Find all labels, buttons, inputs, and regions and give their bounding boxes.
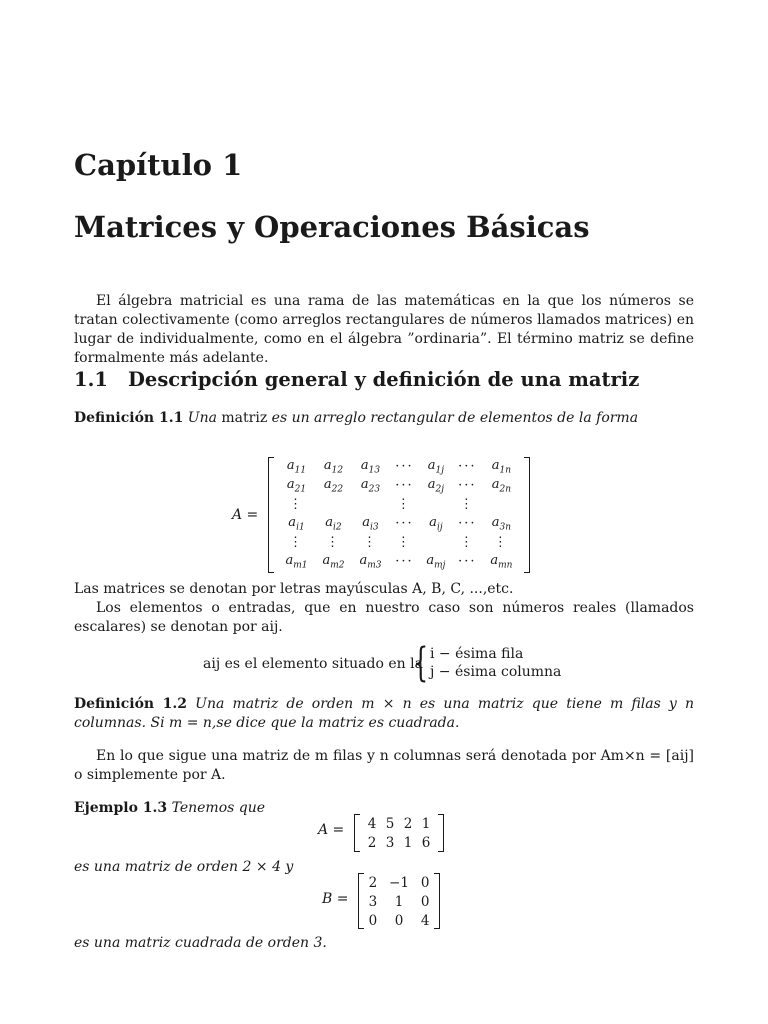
matrix-cell: 5: [385, 815, 395, 832]
matrix-row: [365, 873, 433, 892]
matrix-cell: ⋮: [459, 535, 475, 550]
matrix-cell: $a_{mn}$: [490, 552, 513, 571]
matrix-cell: ⋮: [396, 497, 412, 512]
matrix-row: [365, 911, 433, 930]
matrix-cell: −1: [389, 874, 409, 891]
example-mid: es una matriz de orden 2 × 4 y: [74, 859, 294, 875]
matrix-cell: 6: [421, 834, 431, 851]
matrix-general: [268, 457, 530, 573]
section-heading: [74, 368, 639, 391]
matrix-cell: $a_{m1}$: [285, 552, 308, 571]
matrix-b: [358, 873, 440, 929]
definition-label: Definición 1.1: [74, 410, 184, 426]
matrix-cell: $a_{i2}$: [325, 514, 342, 533]
matrix-cell: ⋮: [493, 535, 509, 550]
matrix-cell: 4: [367, 815, 377, 832]
matrix-cell: 0: [420, 874, 430, 891]
example-1-3: Ejemplo 1.3 Tenemos que: [74, 800, 266, 816]
matrix-row: [278, 495, 520, 514]
matrix-cell: [352, 495, 389, 514]
notes: [74, 580, 694, 637]
matrix-row: [363, 833, 435, 852]
matrix-cell: $a_{i1}$: [288, 514, 305, 533]
matrix-cell: $a_{2j}$: [427, 476, 445, 495]
matrix-cell: ⋮: [288, 535, 304, 550]
matrix-cell: ⋮: [362, 535, 378, 550]
matrix-row: [278, 457, 520, 476]
matrix-cell: ···: [395, 554, 414, 569]
matrix-cell: $a_{1n}$: [491, 457, 512, 476]
matrix-cell: ···: [458, 516, 477, 531]
notation-paragraph: En lo que sigue una matriz de m filas y n columnas será denotada por Am×n = [aij] o simplemente por A.: [74, 748, 694, 783]
intro-text: El álgebra matricial es una rama de las matemáticas en la que los números se tratan colectivamente (como arreglos rectangulares de números llamados matrices) en lugar de individualmente, como en el álgebra ”ordinaria”. El término matriz se define formalmente más adelante.: [74, 293, 694, 366]
example-end: es una matriz cuadrada de orden 3.: [74, 935, 327, 951]
matrix-cell: $a_{13}$: [360, 457, 381, 476]
matrix-cell: [420, 533, 452, 552]
matrix-cell: $a_{m2}$: [322, 552, 345, 571]
matrix-general-label: A =: [232, 507, 259, 523]
matrix-cell: 1: [403, 834, 413, 851]
brace-icon: {: [413, 640, 429, 686]
element-desc-col: j − ésima columna: [430, 664, 562, 680]
matrix-cell: $a_{m3}$: [359, 552, 382, 571]
section-title: Descripción general y definición de una matriz: [128, 368, 640, 391]
notes-line1: Las matrices se denotan por letras mayúsculas A, B, C, ...,etc.: [74, 581, 514, 597]
matrix-cell: ⋮: [325, 535, 341, 550]
matrix-cell: 2: [367, 834, 377, 851]
matrix-cell: 1: [421, 815, 431, 832]
matrix-cell: 2: [403, 815, 413, 832]
matrix-cell: 3: [385, 834, 395, 851]
element-desc-lhs: aij es el elemento situado en la: [203, 656, 423, 672]
matrix-cell: $a_{i3}$: [362, 514, 379, 533]
matrix-cell: $a_{1j}$: [427, 457, 445, 476]
matrix-cell: $a_{11}$: [286, 457, 307, 476]
matrix-cell: 0: [368, 912, 378, 929]
matrix-a: [354, 814, 444, 852]
matrix-cell: ···: [458, 554, 477, 569]
section-number: 1.1: [74, 368, 108, 391]
notes-line2: Los elementos o entradas, que en nuestro caso son números reales (llamados escalares) se denotan por aij.: [74, 600, 694, 635]
matrix-cell: $a_{2n}$: [491, 476, 512, 495]
matrix-cell: ⋮: [288, 497, 304, 512]
matrix-cell: 1: [394, 893, 404, 910]
chapter-label: Capítulo 1: [74, 148, 243, 182]
element-desc-row: i − ésima fila: [430, 646, 524, 662]
matrix-cell: 4: [420, 912, 430, 929]
definition-term: matriz: [221, 410, 268, 426]
matrix-row: [363, 814, 435, 833]
matrix-cell: $a_{12}$: [323, 457, 344, 476]
matrix-cell: $a_{3n}$: [491, 514, 512, 533]
matrix-cell: 0: [394, 912, 404, 929]
matrix-row: [278, 514, 520, 533]
matrix-cell: [420, 495, 452, 514]
matrix-row: [278, 552, 520, 571]
matrix-cell: 0: [420, 893, 430, 910]
matrix-cell: ···: [395, 516, 414, 531]
definition-text-c: es un arreglo rectangular de elementos de la forma: [271, 410, 639, 426]
matrix-cell: ⋮: [396, 535, 412, 550]
matrix-cell: ⋮: [459, 497, 475, 512]
matrix-row: [278, 533, 520, 552]
matrix-a-label: A =: [318, 822, 345, 838]
matrix-b-label: B =: [322, 891, 349, 907]
matrix-cell: $a_{mj}$: [426, 552, 446, 571]
matrix-row: [278, 476, 520, 495]
matrix-cell: $a_{22}$: [323, 476, 344, 495]
matrix-cell: $a_{23}$: [360, 476, 381, 495]
matrix-cell: [315, 495, 352, 514]
matrix-cell: $a_{21}$: [286, 476, 307, 495]
definition-1-2: Definición 1.2 Una matriz de orden m × n es una matriz que tiene m filas y n columnas. Si m = n,se dice que la matriz es cuadrada.: [74, 696, 694, 731]
matrix-cell: 3: [368, 893, 378, 910]
matrix-cell: $a_{ij}$: [429, 514, 443, 533]
matrix-row: [365, 892, 433, 911]
matrix-cell: ···: [458, 478, 477, 493]
definition-text-a: Una: [187, 410, 217, 426]
intro-paragraph: [74, 292, 694, 368]
chapter-title: Matrices y Operaciones Básicas: [74, 210, 590, 244]
definition-1-1: [74, 409, 694, 428]
matrix-cell: ···: [395, 478, 414, 493]
matrix-cell: ···: [458, 459, 477, 474]
matrix-cell: 2: [368, 874, 378, 891]
matrix-cell: [483, 495, 520, 514]
matrix-cell: ···: [395, 459, 414, 474]
